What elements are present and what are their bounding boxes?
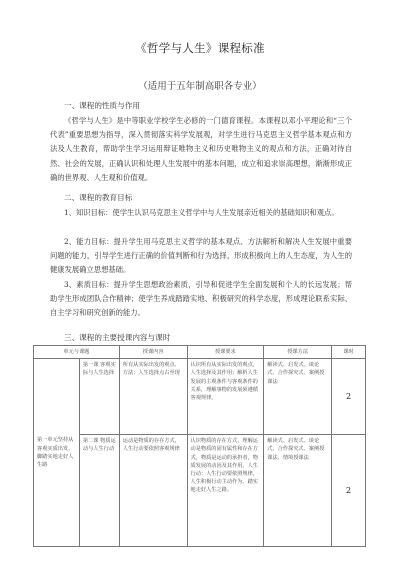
- document-title: 《哲学与人生》课程标准: [135, 41, 265, 55]
- goal-ability: 2、能力目标：提升学生用马克思主义哲学的基本观点、方法解析和解决人生发展中重要问题的能力，引导学生进行正确的价值判断和行为选择，形成积极向上的人生态度，为人生的健康发展确立思想基础。: [50, 237, 352, 275]
- goal-quality: 3、素质目标：提升学生思想政治素质，引导和促进学生全面发展和个人的长远发展；帮助学生形成团队合作精神；使学生养成踏踏实地、积极研究的科学态度，形成理论联系实际、自主学习和研究创新的能力。: [50, 280, 352, 318]
- unit-cell: 第一单元坚持从客观实质出发，脚踏实地走好人生路: [34, 359, 80, 547]
- table-row: [34, 359, 366, 435]
- hours-cell: 2: [332, 435, 366, 547]
- topic-cell: 第二课 物质运动与人生行动: [79, 435, 119, 547]
- header-unit: 单元与课题: [34, 346, 120, 359]
- section-heading-3: 三、课程的主要授课内容与课时: [64, 333, 171, 342]
- section-heading-1: 一、课程的性质与作用: [64, 101, 140, 110]
- hours-cell: 2: [332, 359, 366, 435]
- table-row: [34, 435, 366, 547]
- goal-knowledge: 1、知识目标：使学生认识马克思主义哲学中与人生发展亲近相关的基础知识和观点。: [64, 208, 339, 217]
- document-subtitle: （适用于五年制高职各专业）: [138, 81, 262, 92]
- section-heading-2: 二、课程的教育目标: [64, 193, 133, 202]
- header-requirement: 授课要求: [187, 346, 264, 359]
- table-header-row: [34, 346, 366, 359]
- header-hours: 课时: [332, 346, 366, 359]
- method-cell: 解读式、启发式、谈论式、合作探究式、案例授课法: [264, 359, 332, 435]
- header-content: 授课内容: [119, 346, 187, 359]
- requirement-cell: 认识物质的存在方式，理解运动是物质的固有属性和存在方式，物质是运动的承担者，物质发展的动因及其作用。人生行动：人生行动要依照规律，人生积极行动主动作为，踏实地走好人生之路。: [187, 435, 264, 547]
- requirement-cell: 认识所有从实际出发的观点，人生选择及其作用；解析人生发展的主观条件与客观条件的关系，理解事物的发展须遵循客观规律。: [187, 359, 264, 435]
- topic-cell: 第一课 客观实际与人生选择: [79, 359, 119, 435]
- section-1-paragraph: 《哲学与人生》是中等职业学校学生必修的一门德育课程。本课程以邓小平理论和“三个代表”重要思想为指导，深入贯彻落实科学发展观，对学生进行马克思主义哲学基本观点和方法及人生教育，帮助学生学习运用辩证唯物主义和历史唯物主义的观点和方法，正确对待自然、社会的发展，正确认识和处理人生发展中的基本问题，成立和追求崇高理想，渐渐形成正确的世界观、人生观和价值观。: [50, 116, 352, 182]
- content-cell: 运动是物质的存在方式，人生行动要依照客观规律: [119, 435, 187, 547]
- method-cell: 解读式、启发式、谈论式、合作探究式、案例授课法、情境授课法: [264, 435, 332, 547]
- course-content-table: [33, 345, 366, 547]
- content-cell: 所有从实际出发的观点、方法；人生选择点古至现: [119, 359, 187, 435]
- header-method: 授课方法: [264, 346, 332, 359]
